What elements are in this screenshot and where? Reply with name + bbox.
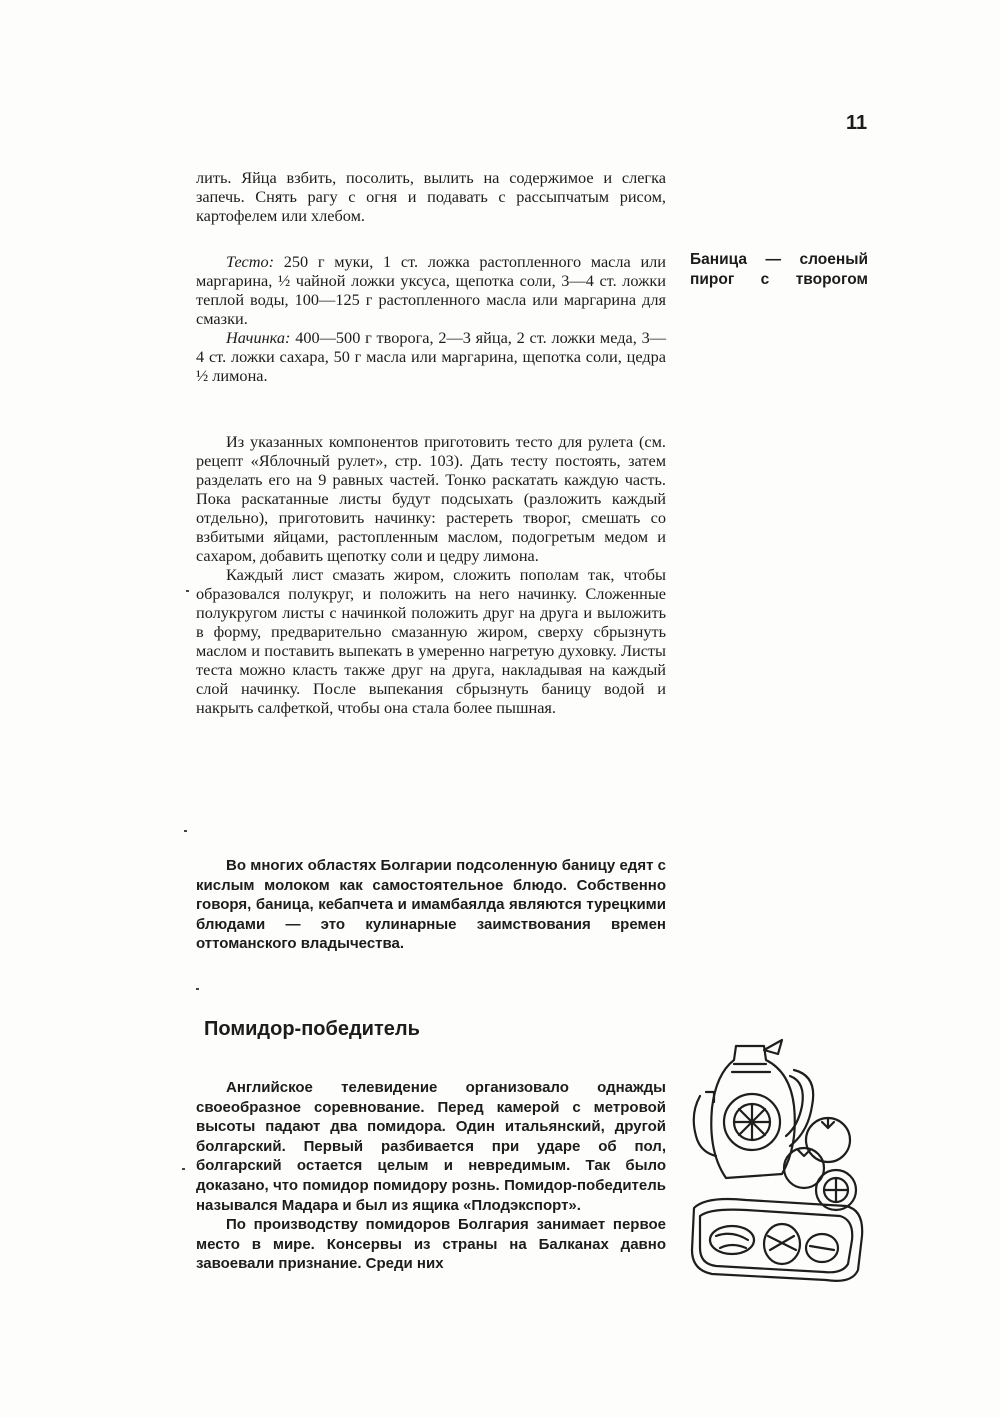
recipe-note [196, 856, 666, 954]
note-text: Во многих областях Болгарии подсоленную баницу едят с кислым молоком как самостоятельное блюдо. Собственно говоря, баница, кебапчета и имамбаялда являются турецкими блюдами — это кулинарные заимствования времен оттоманского владычества. [196, 857, 666, 953]
print-speck [184, 830, 187, 832]
ingredients [196, 252, 666, 385]
intro-text: лить. Яйца взбить, посолить, вылить на содержимое и слегка запечь. Снять рагу с огня и подавать с рассыпчатым рисом, картофелем или хлебом. [196, 168, 666, 225]
print-speck [182, 1168, 185, 1170]
print-speck [196, 988, 199, 990]
section-body [196, 1078, 666, 1274]
jug-and-tomatoes-icon [686, 1036, 872, 1286]
recipe-method [196, 432, 666, 717]
filling-label: Начинка: [226, 328, 291, 347]
intro-paragraph [196, 168, 666, 225]
recipe-margin-title: Баница — слоеный пирог с творогом [690, 251, 868, 288]
print-speck [186, 590, 189, 592]
method-paragraph-2: Каждый лист смазать жиром, сложить пополам так, чтобы образовался полукруг, и положить на него начинку. Сложенные полукругом листы с начинкой положить друг на друга и выложить в форму, предварительно смазанную жиром, сверху сбрызнуть маслом и поставить выпекать в умеренно нагретую духовку. Листы теста можно класть также друг на друга, накладывая на каждый слой начинку. После выпекания сбрызнуть баницу водой и накрыть салфеткой, чтобы она стала более пышная. [196, 565, 666, 717]
dough-ingredients [196, 252, 666, 328]
dough-label: Тесто: [226, 252, 275, 271]
page-number: 11 [846, 112, 868, 134]
section-heading: Помидор-победитель [204, 1018, 420, 1040]
section-paragraph-1: Английское телевидение организовало однажды своеобразное соревнование. Перед камерой с метровой высоты падают два помидора. Один итальянский, другой болгарский. Первый разбивается при ударе об пол, болгарский остается целым и невредимым. Так было доказано, что помидор помидору рознь. Помидор-победитель назывался Мадара и был из ящика «Плодэкспорт». [196, 1079, 666, 1214]
filling-ingredients [196, 328, 666, 385]
method-paragraph-1: Из указанных компонентов приготовить тесто для рулета (см. рецепт «Яблочный рулет», стр. 103). Дать тесту постоять, затем разделать его на 9 равных частей. Тонко раскатать каждую часть. Пока раскатанные листы будут подсыхать (разложить каждый отдельно), приготовить начинку: растереть творог, смешать со взбитыми яйцами, растопленным маслом, подогретым медом и сахаром, добавить щепотку соли и цедру лимона. [196, 432, 666, 565]
dough-text: 250 г муки, 1 ст. ложка растопленного масла или маргарина, ½ чайной ложки уксуса, щепотка соли, 3—4 ст. ложки теплой воды, 100—125 г растопленного масла или маргарина для смазки. [196, 252, 666, 328]
section-paragraph-2: По производству помидоров Болгария занимает первое место в мире. Консервы из страны на Балканах давно завоевали признание. Среди них [196, 1216, 666, 1273]
filling-text: 400—500 г творога, 2—3 яйца, 2 ст. ложки меда, 3—4 ст. ложки сахара, 50 г масла или маргарина, щепотка соли, цедра ½ лимона. [196, 328, 666, 385]
